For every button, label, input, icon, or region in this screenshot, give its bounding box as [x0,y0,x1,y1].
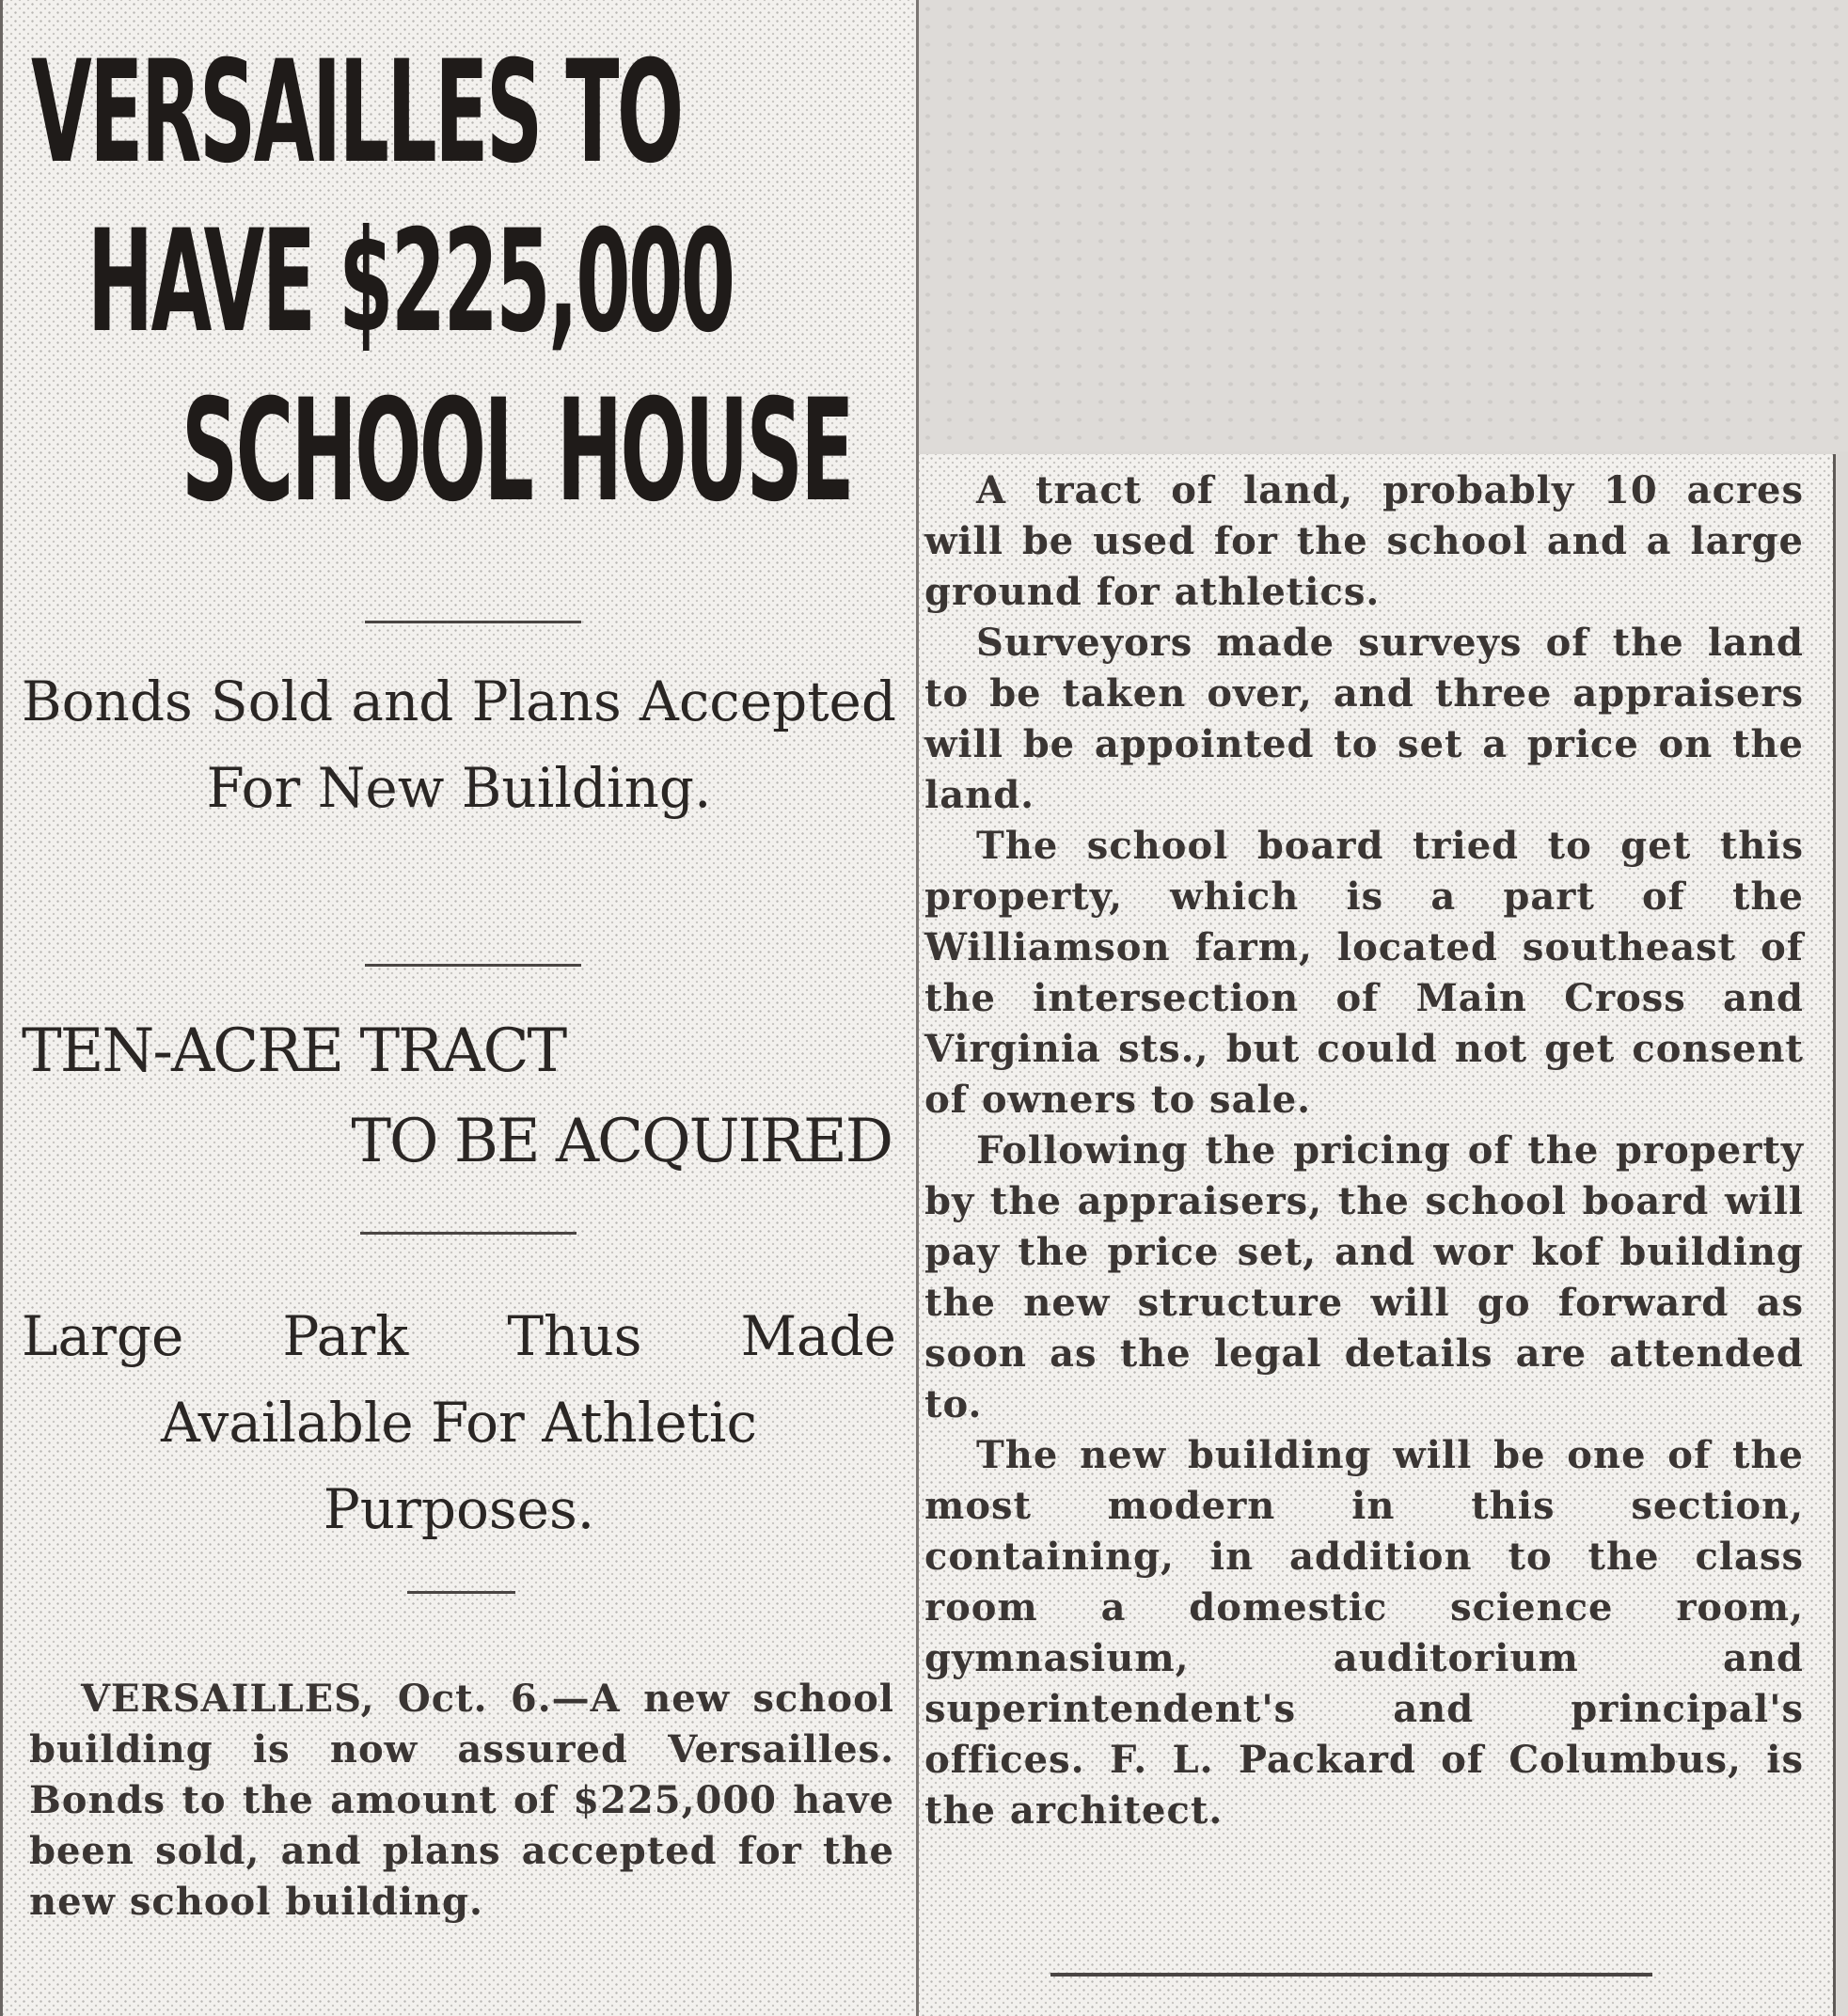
subheadline-park-line-2: Available For Athletic Purposes. [161,1391,757,1541]
blank-paper-area [917,0,1848,451]
dateline-paragraph [29,1674,894,1928]
paragraph: The new building will be one of the most modern in this section, containing, in addition to the class room a domestic science room, gymnasium, auditorium and superintendent's and principal's offices. F. L. Packard of Columbus, is the architect. [924,1433,1804,1833]
headline [22,28,906,536]
left-column [0,0,917,2016]
headline-line-3: SCHOOL HOUSE [182,370,853,533]
subheadline-tract [22,1006,896,1187]
paragraph: A tract of land, probably 10 acres will be used for the school and a large ground for athletics. [924,468,1804,614]
divider-rule [365,964,581,967]
end-rule [1050,1973,1652,1977]
divider-rule [365,621,581,623]
divider-rule [360,1232,577,1235]
subheadline-park-line-1: Large Park Thus Made [22,1304,896,1368]
right-column [919,454,1836,2016]
paragraph: The school board tried to get this property, which is a part of the Williamson farm, located southeast of the intersection of Main Cross and Virginia sts., but could not get consent of owners to sale. [924,824,1804,1122]
subheadline-bonds: Bonds Sold and Plans Accepted For New Building. [22,669,896,820]
headline-line-1: VERSAILLES TO [31,31,682,195]
paragraph: Following the pricing of the property by the appraisers, the school board will pay the price set, and wor kof building the new structure will go forward as soon as the legal details are attended to. [924,1128,1804,1426]
paragraph: VERSAILLES, Oct. 6.—A new school building is now assured Versailles. Bonds to the amount of $225,000 have been sold, and plans accepted for the new school building. [29,1677,894,1924]
subheadline-tract-line-2: TO BE ACQUIRED [351,1107,892,1176]
subheadline-park [22,1293,896,1552]
subheadline-tract-line-1: TEN-ACRE TRACT [22,1016,566,1086]
article-body [924,465,1804,1836]
headline-line-2: HAVE $225,000 [87,200,734,364]
paragraph: Surveyors made surveys of the land to be taken over, and three appraisers will be appointed to set a price on the land. [924,621,1804,817]
divider-rule-short [407,1591,515,1594]
